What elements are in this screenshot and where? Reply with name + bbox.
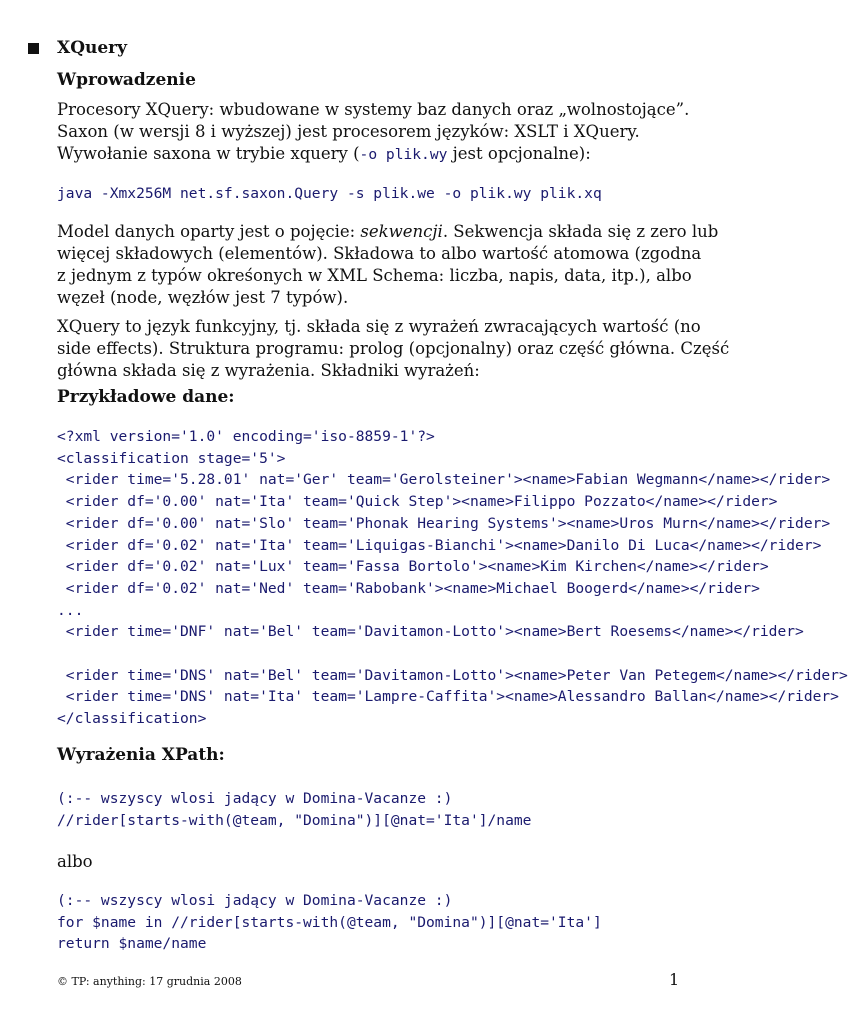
page-number: 1 bbox=[669, 970, 680, 989]
intro-line-1: Procesory XQuery: wbudowane w systemy baz danych oraz „wolnostojące”. bbox=[57, 100, 690, 119]
command-line: java -Xmx256M net.sf.saxon.Query -s plik.we -o plik.wy plik.xq bbox=[57, 185, 602, 202]
xpath-code-2 bbox=[57, 890, 725, 955]
albo-text: albo bbox=[57, 852, 93, 871]
xquery-paragraph bbox=[57, 316, 730, 382]
code-line: return $name/name bbox=[57, 935, 207, 953]
xquery-line-3: główna składa się z wyrażenia. Składniki wyrażeń: bbox=[57, 361, 480, 380]
sample-data-heading: Przykładowe dane: bbox=[57, 387, 235, 407]
code-line: </classification> bbox=[57, 710, 207, 728]
intro-line-3: Wywołanie saxona w trybie xquery (-o plik.wy jest opcjonalne): bbox=[57, 144, 591, 163]
data-model-line-1: Model danych oparty jest o pojęcie: sekwencji. Sekwencja składa się z zero lub bbox=[57, 222, 719, 241]
emphasis-term: sekwencji bbox=[360, 222, 443, 241]
code-line: <classification stage='5'> bbox=[57, 449, 286, 467]
code-line: //rider[starts-with(@team, "Domina")][@nat='Ita']/name bbox=[57, 811, 532, 829]
code-line: <rider df='0.02' nat='Lux' team='Fassa Bortolo'><name>Kim Kirchen</name></rider> bbox=[57, 558, 769, 576]
code-line bbox=[57, 643, 725, 665]
code-line: <rider time='DNS' nat='Bel' team='Davitamon-Lotto'><name>Peter Van Petegem</name></rider> bbox=[57, 666, 848, 684]
inline-code-option: -o plik.wy bbox=[359, 146, 448, 163]
data-model-paragraph bbox=[57, 221, 719, 309]
footer-copyright: © TP: anything: 17 grudnia 2008 bbox=[57, 975, 242, 988]
code-line: <rider df='0.00' nat='Slo' team='Phonak Hearing Systems'><name>Uros Murn</name></rider> bbox=[57, 514, 831, 532]
code-line: for $name in //rider[starts-with(@team, "Domina")][@nat='Ita'] bbox=[57, 913, 602, 931]
intro-paragraph bbox=[57, 99, 707, 166]
data-model-line-3: z jednym z typów okreśonych w XML Schema: liczba, napis, data, itp.), albo bbox=[57, 266, 692, 285]
section-bullet-icon bbox=[28, 43, 39, 54]
data-model-line-4: węzeł (node, węzłów jest 7 typów). bbox=[57, 288, 349, 307]
code-line: <rider df='0.00' nat='Ita' team='Quick Step'><name>Filippo Pozzato</name></rider> bbox=[57, 493, 778, 511]
intro-heading: Wprowadzenie bbox=[57, 70, 196, 90]
xquery-line-2: side effects). Struktura programu: prolog (opcjonalny) oraz część główna. Część bbox=[57, 339, 730, 358]
code-line: <rider time='DNF' nat='Bel' team='Davitamon-Lotto'><name>Bert Roesems</name></rider> bbox=[57, 623, 804, 641]
xpath-heading: Wyrażenia XPath: bbox=[57, 745, 225, 765]
intro-line-2: Saxon (w wersji 8 i wyższej) jest procesorem języków: XSLT i XQuery. bbox=[57, 122, 640, 141]
code-line: <rider time='DNS' nat='Ita' team='Lampre-Caffita'><name>Alessandro Ballan</name></rider> bbox=[57, 688, 839, 706]
section-title: XQuery bbox=[57, 38, 128, 58]
code-line: ... bbox=[57, 601, 84, 619]
code-line: <?xml version='1.0' encoding='iso-8859-1'?> bbox=[57, 428, 435, 445]
code-line: <rider time='5.28.01' nat='Ger' team='Gerolsteiner'><name>Fabian Wegmann</name></rider> bbox=[57, 471, 831, 489]
code-line: (:-- wszyscy wlosi jadący w Domina-Vacanze :) bbox=[57, 790, 453, 807]
xpath-code-1 bbox=[57, 788, 725, 831]
sample-xml-code bbox=[57, 426, 848, 730]
code-line: <rider df='0.02' nat='Ned' team='Rabobank'><name>Michael Boogerd</name></rider> bbox=[57, 579, 760, 597]
data-model-line-2: więcej składowych (elementów). Składowa to albo wartość atomowa (zgodna bbox=[57, 244, 702, 263]
code-line: (:-- wszyscy wlosi jadący w Domina-Vacanze :) bbox=[57, 892, 453, 909]
xquery-line-1: XQuery to język funkcyjny, tj. składa się z wyrażeń zwracających wartość (no bbox=[57, 317, 701, 336]
code-line: <rider df='0.02' nat='Ita' team='Liquigas-Bianchi'><name>Danilo Di Luca</name></rider> bbox=[57, 536, 822, 554]
